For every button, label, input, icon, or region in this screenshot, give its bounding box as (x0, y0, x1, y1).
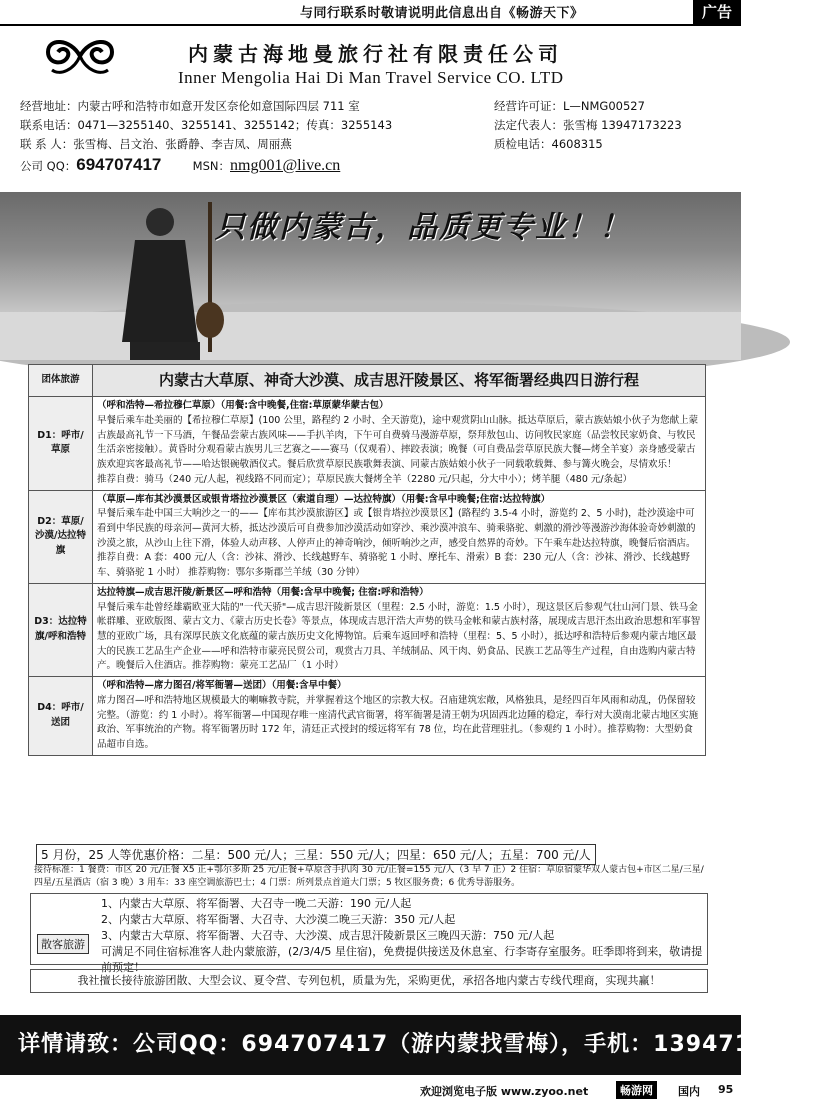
publication-tag: 畅游网 (616, 1081, 657, 1099)
cloud-knot-logo-icon (40, 34, 120, 78)
day-route: 达拉特旗—成吉思汗陵/新景区—呼和浩特（用餐:含早中晚餐; 住宿:呼和浩特） (97, 586, 429, 598)
day-route: （呼和浩特—席力图召/将军衙署—送团）（用餐:含早中餐） (97, 680, 347, 692)
page-footer (0, 1080, 741, 1100)
day-row (29, 490, 706, 583)
package-line: 2、内蒙古大草原、将军衙署、大召寺、大沙漠二晚三天游：350 元/人起 (101, 912, 456, 926)
company-name-en: Inner Mengolia Hai Di Man Travel Service CO. LTD (178, 68, 564, 87)
ad-label: 广告 (693, 0, 741, 24)
company-name-cn: 内蒙古海地曼旅行社有限责任公司 (188, 42, 563, 66)
quality-phone: 质检电话：4608315 (494, 137, 603, 151)
day-extra: 推荐自费：A 套：400 元/人（含：沙袜、滑沙、长线越野车、骑骆驼 1 小时、摩托车、滑索）B 套：230 元/人（含：沙袜、滑沙、长线越野车、骑骆驼 1 小时） 推荐购物：鄂尔多斯郡兰羊绒（30 分钟） (97, 552, 690, 579)
section-label: 国内 (678, 1085, 700, 1098)
slogan: 只做内蒙古，品质更专业！！ (215, 210, 631, 245)
group-tour-label: 团体旅游 (29, 365, 93, 397)
service-standards: 接待标准：1 餐费：市区 20 元/正餐 X5 正+鄂尔多斯 25 元/正餐+草原含手扒肉 30 元/正餐=155 元/人（3 早 7 正）2 住宿：草原宿蒙华双人蒙古包+市区二星/三星/四星/五星酒店（宿 3 晚）3 用车：33 座空调旅游巴士；4 门票：所列景点首道大门票；5 牧区服务费；6 优秀导游服务。 (34, 865, 704, 889)
price-line: 5 月份，25 人等优惠价格：二星：500 元/人；三星：550 元/人；四星：650 元/人；五星：700 元/人 (36, 844, 596, 865)
qq-number: 694707417 (76, 155, 162, 174)
service-note: 我社擅长接待旅游团散、大型会议、夏令营、专列包机，质量为先，采购更优，承招各地内蒙古专线代理商，实现共赢！ (30, 969, 708, 993)
day-row (29, 677, 706, 756)
day-row (29, 397, 706, 490)
day-label: D1：呼市/草原 (29, 397, 93, 490)
source-notice: 与同行联系时敬请说明此信息出自《畅游天下》 (300, 6, 584, 21)
contact-bar: 详情请致：公司QQ：694707417（游内蒙找雪梅），手机：13947173223 (0, 1015, 741, 1075)
top-notice-bar (0, 0, 741, 26)
itinerary-title: 内蒙古大草原、神奇大沙漠、成吉思汗陵景区、将军衙署经典四日游行程 (93, 365, 706, 397)
day-label: D3：达拉特旗/呼和浩特 (29, 583, 93, 676)
day-route: （草原—库布其沙漠景区或银肯塔拉沙漠景区（索道自理）—达拉特旗）（用餐:含早中晚餐;住宿:达拉特旗） (97, 493, 551, 505)
company-header (18, 28, 723, 193)
page-number: 95 (718, 1083, 734, 1096)
day-label: D2：草原/沙漠/达拉特旗 (29, 490, 93, 583)
msn-address[interactable]: nmg001@live.cn (230, 157, 341, 174)
banner-image (0, 192, 741, 360)
day-description: 早餐后乘车赴美丽的【希拉穆仁草原】(100 公里，路程约 2 小时、全天游览)，途中观赏阴山山脉。抵达草原后，蒙古族姑娘小伙子为您献上蒙古族最高礼节一下马酒，午餐品尝蒙古族风味——手扒羊肉，下午可自费骑马漫游草原，祭拜敖包山、访问牧民家庭（品尝牧民家奶食、与牧民生活亲密接触）。黄昏时分观看蒙古族男儿三艺赛之——赛马（仅观看）、摔跤表演；晚餐（可自费品尝草原民族大餐—烤全羊宴）亲身感受蒙古族欢迎宾客最高礼节——哈达银碗敬酒仪式。餐后欣赏草原民族歌舞表演、同蒙古族姑娘小伙子一同载歌载舞、参与篝火晚会，尽情欢乐！ (97, 414, 699, 471)
license: 经营许可证：L—NMG00527 (494, 99, 645, 113)
package-line: 可满足不同住宿标准客人赴内蒙旅游，(2/3/4/5 星住宿)，免费提供接送及休息室、行李寄存室服务。旺季即将到来，敬请提前预定！ (101, 944, 703, 974)
independent-packages (30, 893, 708, 974)
qq-label: 公司 QQ： (20, 159, 77, 173)
day-route: （呼和浩特—希拉穆仁草原）（用餐:含中晚餐,住宿:草原蒙华蒙古包） (97, 400, 389, 412)
day-label: D4：呼市/送团 (29, 677, 93, 756)
msn-label: MSN： (192, 159, 230, 173)
website-note: 欢迎浏览电子版 www.zyoo.net (420, 1085, 589, 1098)
package-line: 1、内蒙古大草原、将军衙署、大召寺一晚二天游：190 元/人起 (101, 897, 412, 910)
day-description: 席力图召—呼和浩特地区规模最大的喇嘛教寺院，并掌握着这个地区的宗教大权。召庙建筑宏敞，风格独具，是经四百年风雨和动乱，仍保留较完整。（游览：约 1 小时）。将军衙署—中国现存唯一座清代武官衙署，将军衙署是清王朝为巩固西北边陲的稳定，奉行对大漠南北蒙古地区实施政治、军事统治的产物。将军衙署历时 172 年，清廷正式授封的绥远将军有 78 位，均在此营理驻扎。（参观约 1 小时）。推荐购物：大型奶食品超市自选。 (97, 694, 699, 751)
package-line: 3、内蒙古大草原、将军衙署、大召寺、大沙漠、成吉思汗陵新景区三晚四天游：750 元/人起 (101, 928, 555, 942)
legal-representative: 法定代表人：张雪梅 13947173223 (494, 118, 682, 132)
day-description: 早餐后乘车赴中国三大响沙之一的——【库布其沙漠旅游区】或【银肯塔拉沙漠景区】(路程约 3.5-4 小时，游览约 2、5 小时)，赴沙漠途中可看到中华民族的母亲河—黄河大桥，抵达沙漠后可自费参加沙漠活动如穿沙、乘沙漠冲浪车、骑乘骆驼、刺激的滑沙等漫游沙海体验奇妙刺激的沙漠之旅，从沙山上往下滑，体验人动声移、人停声止的神奇响沙，倾听响沙之声，感受自然界的奇妙。下午乘车赴达拉特旗，晚餐后宿酒店。 (97, 508, 696, 549)
itinerary-table (28, 364, 706, 756)
packages-label: 散客旅游 (37, 934, 89, 954)
address: 经营地址：内蒙古呼和浩特市如意开发区奈伦如意国际四层 711 室 (20, 99, 360, 113)
phone: 联系电话：0471—3255140、3255141、3255142；传真：3255143 (20, 118, 393, 132)
contacts: 联 系 人：张雪梅、吕文治、张爵静、李吉凤、周丽燕 (20, 137, 292, 151)
day-description: 早餐后乘车赴曾经雄霸欧亚大陆的"一代天骄"—成吉思汗陵新景区（里程：2.5 小时，游览：1.5 小时），现这景区后参观气壮山河门景、铁马金帐群雕、亚欧版图、蒙古文力、《蒙古历史长卷》等景点，体现成吉思汗浩大声势的铁马金帐和蒙古族村落，展现成吉思汗杰出政治思想和军事智慧的亚欧广场，具有深厚民族文化底蕴的蒙古族历史文化博物馆。后乘车返回呼和浩特（里程：5、5 小时），抵达呼和浩特后参观内蒙古地区最大的民族工艺品生产企业——呼和浩特市蒙亮民贸公司，观赏古刀具、羊绒制品、风干肉、奶食品、民族工艺品等生产过程，自由选购内蒙古特产。晚餐后入住酒店。推荐购物：蒙亮工艺品厂（1 小时） (97, 601, 701, 672)
day-row (29, 583, 706, 676)
day-extra: 推荐自费：骑马（240 元/人起，视线路不同而定）；草原民族大餐烤全羊（2280 元/只起，分大中小）；烤羊腿（480 元/条起） (97, 473, 633, 485)
